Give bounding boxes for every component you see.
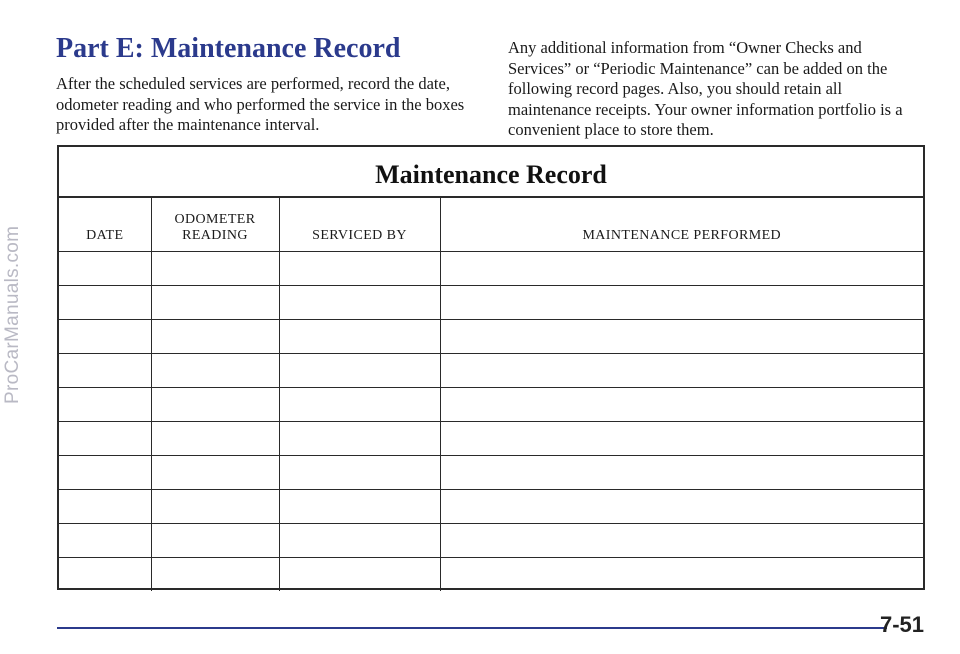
cell-serviced-by [279,524,440,558]
table-row [59,286,923,320]
cell-maintenance [440,320,923,354]
watermark: ProCarManuals.com [2,225,23,405]
cell-maintenance [440,252,923,286]
column-header-odometer: ODOMETER READING [151,198,279,252]
cell-date [59,456,151,490]
cell-odometer [151,456,279,490]
table-row [59,320,923,354]
cell-serviced-by [279,558,440,592]
cell-date [59,354,151,388]
cell-odometer [151,286,279,320]
cell-serviced-by [279,422,440,456]
cell-maintenance [440,388,923,422]
table-row [59,456,923,490]
cell-odometer [151,354,279,388]
table-row [59,558,923,592]
record-title: Maintenance Record [59,147,923,198]
cell-serviced-by [279,286,440,320]
table-row [59,490,923,524]
cell-odometer [151,558,279,592]
cell-serviced-by [279,388,440,422]
cell-maintenance [440,354,923,388]
section-heading: Part E: Maintenance Record [56,33,401,64]
footer-rule [57,627,887,629]
cell-date [59,422,151,456]
cell-odometer [151,388,279,422]
cell-maintenance [440,286,923,320]
cell-serviced-by [279,354,440,388]
cell-serviced-by [279,252,440,286]
cell-date [59,286,151,320]
page-number: 7-51 [879,612,924,637]
table-row [59,422,923,456]
column-header-date: DATE [59,198,151,252]
cell-odometer [151,252,279,286]
cell-maintenance [440,490,923,524]
cell-serviced-by [279,320,440,354]
cell-odometer [151,422,279,456]
table-row [59,252,923,286]
cell-maintenance [440,558,923,592]
cell-odometer [151,320,279,354]
column-header-maintenance: MAINTENANCE PERFORMED [440,198,923,252]
header-row [59,198,923,252]
maintenance-record-form [57,145,925,590]
cell-date [59,320,151,354]
cell-date [59,558,151,592]
cell-odometer [151,490,279,524]
column-header-serviced-by: SERVICED BY [279,198,440,252]
cell-date [59,524,151,558]
cell-date [59,388,151,422]
intro-paragraph-left: After the scheduled services are performed, record the date, odometer reading and who performed the service in the boxes provided after the maintenance interval. [56,74,465,134]
record-rows [59,252,923,592]
cell-maintenance [440,524,923,558]
cell-serviced-by [279,490,440,524]
cell-serviced-by [279,456,440,490]
cell-odometer [151,524,279,558]
table-row [59,354,923,388]
intro-paragraph-right: Any additional information from “Owner Checks and Services” or “Periodic Maintenance” can be added on the following record pages. Also, you should retain all maintenance receipts. Your owner information portfolio is a convenient place to store them. [508,38,903,139]
cell-maintenance [440,422,923,456]
cell-date [59,252,151,286]
cell-date [59,490,151,524]
table-row [59,524,923,558]
cell-maintenance [440,456,923,490]
table-row [59,388,923,422]
record-grid [59,198,923,591]
